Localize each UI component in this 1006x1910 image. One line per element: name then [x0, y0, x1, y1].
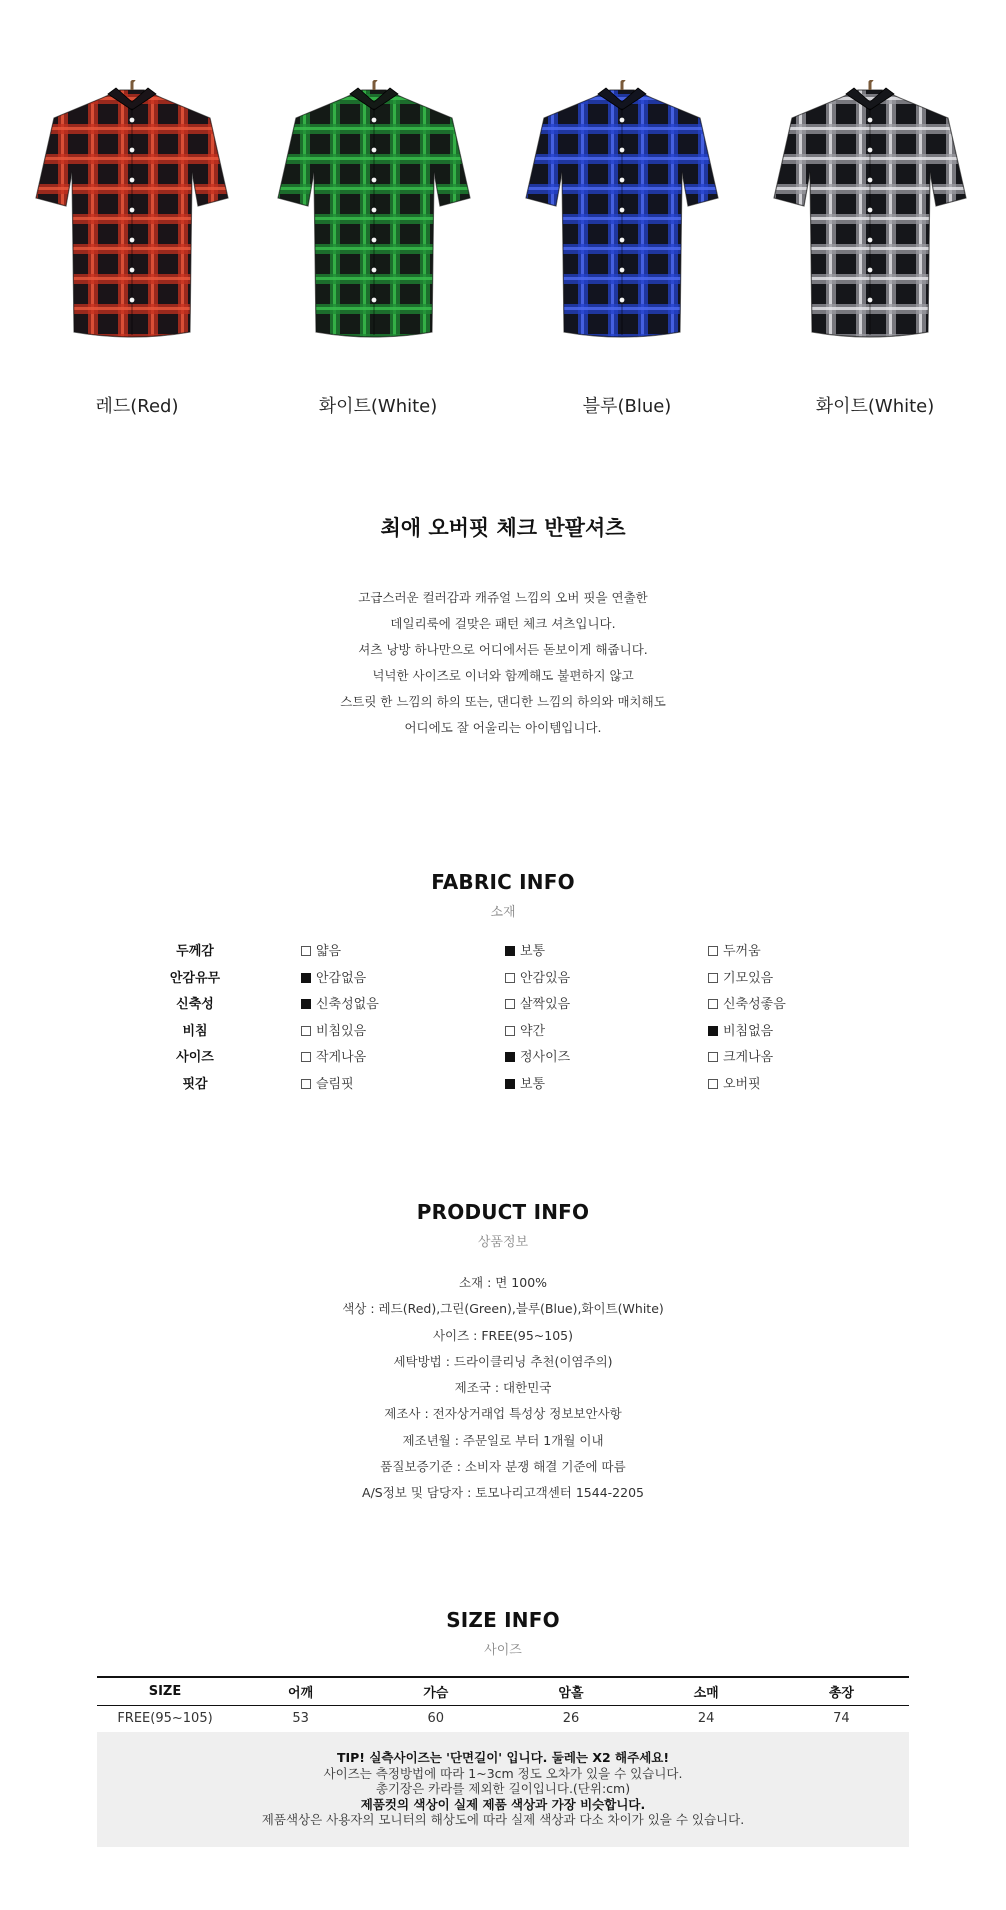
- tip-line: [97, 1797, 909, 1813]
- fabric-option: [708, 967, 773, 986]
- color-label-white: 화이트(White): [815, 396, 935, 417]
- shirt-green-graphic: [264, 80, 484, 350]
- shirt-image-blue: [512, 80, 732, 350]
- shirt-red-graphic: [22, 80, 242, 350]
- fabric-option: [301, 1046, 366, 1065]
- size-header-armhole: 암홀: [503, 1677, 638, 1705]
- fabric-option-label: 신축성좋음: [723, 997, 786, 1012]
- fabric-option: [505, 1046, 570, 1065]
- tip-line: 사이즈는 측정방법에 따라 1~3cm 정도 오차가 있을 수 있습니다.: [323, 1765, 683, 1781]
- unchecked-box-icon: [708, 1079, 718, 1089]
- fabric-option-label: 슬림핏: [316, 1076, 354, 1092]
- size-info-title: SIZE INFO: [446, 1608, 560, 1632]
- tip-heading: TIP! 실측사이즈는 '단면길이' 입니다. 둘레는 X2 해주세요!: [336, 1750, 670, 1765]
- checked-box-icon: [301, 999, 311, 1009]
- unchecked-box-icon: [505, 973, 515, 983]
- tip-line: [97, 1750, 909, 1766]
- shirt-image-white: [760, 80, 980, 350]
- fabric-row: [0, 1020, 1006, 1046]
- checked-box-icon: [505, 946, 515, 956]
- product-info-line: 제조사 : 전자상거래업 특성상 정보보안사항: [384, 1406, 622, 1422]
- fabric-row: [0, 1046, 1006, 1072]
- fabric-option-label: 안감있음: [520, 970, 571, 986]
- fabric-row: [0, 1073, 1006, 1099]
- fabric-option-label: 기모있음: [723, 970, 774, 986]
- description-line: 어디에도 잘 어울리는 아이템입니다.: [404, 720, 602, 735]
- unchecked-box-icon: [301, 946, 311, 956]
- fabric-option-label: 얇음: [316, 944, 342, 959]
- unchecked-box-icon: [505, 1026, 515, 1036]
- description-line: 넉넉한 사이즈로 이너와 함께해도 불편하지 않고: [372, 668, 634, 683]
- product-info-line: 소재 : 면 100%: [458, 1275, 548, 1290]
- tip-line: 총기장은 카라를 제외한 길이입니다.(단위:cm): [375, 1781, 631, 1796]
- size-table-header-row: [97, 1677, 909, 1705]
- unchecked-box-icon: [301, 1026, 311, 1036]
- fabric-row-label: 비침: [182, 1023, 208, 1039]
- size-info-subtitle: 사이즈: [484, 1643, 522, 1658]
- shirt-blue-graphic: [512, 80, 732, 350]
- unchecked-box-icon: [708, 973, 718, 983]
- fabric-option-label: 신축성없음: [316, 997, 379, 1012]
- size-header-sleeve: 소매: [639, 1677, 774, 1705]
- unchecked-box-icon: [301, 1079, 311, 1089]
- unchecked-box-icon: [708, 1052, 718, 1062]
- fabric-row-label: 핏감: [182, 1076, 208, 1092]
- chest-value: 60: [427, 1711, 445, 1727]
- color-label-red: 레드(Red): [95, 396, 179, 417]
- description-line: 고급스러운 컬러감과 캐쥬얼 느낌의 오버 핏을 연출한: [358, 590, 648, 605]
- product-info-line: 품질보증기준 : 소비자 분쟁 해결 기준에 따름: [380, 1459, 626, 1475]
- product-info-line: A/S정보 및 담당자 : 토모나리고객센터 1544-2205: [362, 1485, 644, 1501]
- shoulder-value: 53: [292, 1711, 309, 1727]
- color-label-green: 화이트(White): [318, 396, 438, 417]
- description-line: 스트릿 한 느낌의 하의 또는, 댄디한 느낌의 하의와 매치해도: [340, 694, 666, 709]
- checked-box-icon: [505, 1052, 515, 1062]
- fabric-option-label: 두꺼움: [723, 944, 761, 959]
- fabric-option: [301, 1073, 354, 1092]
- fabric-option: [505, 940, 545, 959]
- fabric-option: [301, 993, 379, 1012]
- unchecked-box-icon: [301, 1052, 311, 1062]
- unchecked-box-icon: [708, 999, 718, 1009]
- product-info-line: 사이즈 : FREE(95~105): [432, 1327, 574, 1343]
- fabric-option-label: 보통: [520, 1076, 546, 1092]
- fabric-row-label: 사이즈: [176, 1050, 214, 1065]
- size-header-shoulder: 어깨: [233, 1677, 368, 1705]
- fabric-option-label: 안감없음: [316, 970, 367, 986]
- product-info-line: 제조국 : 대한민국: [454, 1380, 552, 1396]
- unchecked-box-icon: [505, 999, 515, 1009]
- unchecked-box-icon: [708, 946, 718, 956]
- size-table-row: [97, 1705, 909, 1732]
- fabric-row: [0, 993, 1006, 1019]
- fabric-option: [708, 940, 761, 959]
- size-header-size: SIZE: [97, 1677, 233, 1705]
- product-title: 최애 오버핏 체크 반팔셔츠: [380, 516, 626, 540]
- fabric-row: [0, 940, 1006, 966]
- fabric-option-label: 살짝있음: [520, 997, 571, 1012]
- fabric-row: [0, 967, 1006, 993]
- fabric-row-label: 신축성: [176, 997, 214, 1012]
- fabric-option: [301, 940, 341, 959]
- armhole-value: 26: [562, 1711, 580, 1727]
- fabric-row-label: 두께감: [176, 944, 214, 959]
- fabric-option-label: 비침없음: [723, 1023, 774, 1039]
- fabric-info-subtitle: 소재: [490, 905, 516, 920]
- fabric-option-label: 작게나옴: [316, 1050, 367, 1065]
- fabric-option-label: 비침있음: [316, 1023, 367, 1039]
- shirt-image-red: [22, 80, 242, 350]
- length-value: 74: [833, 1711, 850, 1727]
- fabric-option: [708, 1073, 761, 1092]
- description-line: 셔츠 낭방 하나만으로 어디에서든 돋보이게 해줍니다.: [358, 642, 648, 657]
- product-info-line: 세탁방법 : 드라이클리닝 추천(이염주의): [393, 1353, 613, 1369]
- size-value: FREE(95~105): [117, 1711, 213, 1727]
- checked-box-icon: [708, 1026, 718, 1036]
- product-info-subtitle: 상품정보: [477, 1235, 529, 1250]
- checked-box-icon: [301, 973, 311, 983]
- fabric-option: [708, 1046, 773, 1065]
- fabric-option: [708, 993, 786, 1012]
- fabric-option-label: 정사이즈: [520, 1050, 571, 1065]
- fabric-option-label: 오버핏: [723, 1076, 761, 1092]
- checked-box-icon: [505, 1079, 515, 1089]
- product-description: [0, 585, 1006, 741]
- tip-color-note: 제품컷의 색상이 실제 제품 색상과 가장 비슷합니다.: [360, 1796, 646, 1812]
- sleeve-value: 24: [697, 1711, 715, 1727]
- fabric-option: [301, 967, 366, 986]
- fabric-row-label: 안감유무: [169, 970, 221, 986]
- product-info-title: PRODUCT INFO: [416, 1200, 590, 1224]
- shirt-image-green: [264, 80, 484, 350]
- size-header-chest: 가슴: [368, 1677, 503, 1705]
- product-info-line: 색상 : 레드(Red),그린(Green),블루(Blue),화이트(White): [342, 1301, 664, 1317]
- fabric-option-label: 보통: [520, 944, 546, 959]
- color-label-blue: 블루(Blue): [582, 396, 672, 417]
- shirt-white-graphic: [760, 80, 980, 350]
- description-line: 데일리룩에 걸맞은 패턴 체크 셔츠입니다.: [390, 616, 616, 631]
- size-header-length: 총장: [774, 1677, 909, 1705]
- size-table: [97, 1676, 909, 1732]
- fabric-option: [708, 1020, 773, 1039]
- fabric-option: [301, 1020, 366, 1039]
- fabric-option: [505, 1073, 545, 1092]
- size-tip-box: [97, 1732, 909, 1847]
- tip-line: 제품색상은 사용자의 모니터의 해상도에 따라 실제 색상과 다소 차이가 있을 수 있습니다.: [261, 1812, 745, 1827]
- product-info-list: [0, 1270, 1006, 1507]
- fabric-option: [505, 1020, 545, 1039]
- fabric-option-label: 크게나옴: [723, 1050, 774, 1065]
- product-image-row: [0, 70, 1006, 360]
- fabric-option: [505, 993, 570, 1012]
- fabric-info-title: FABRIC INFO: [431, 870, 575, 894]
- fabric-option-label: 약간: [520, 1023, 546, 1039]
- product-info-line: 제조년월 : 주문일로 부터 1개월 이내: [402, 1432, 604, 1448]
- fabric-option: [505, 967, 570, 986]
